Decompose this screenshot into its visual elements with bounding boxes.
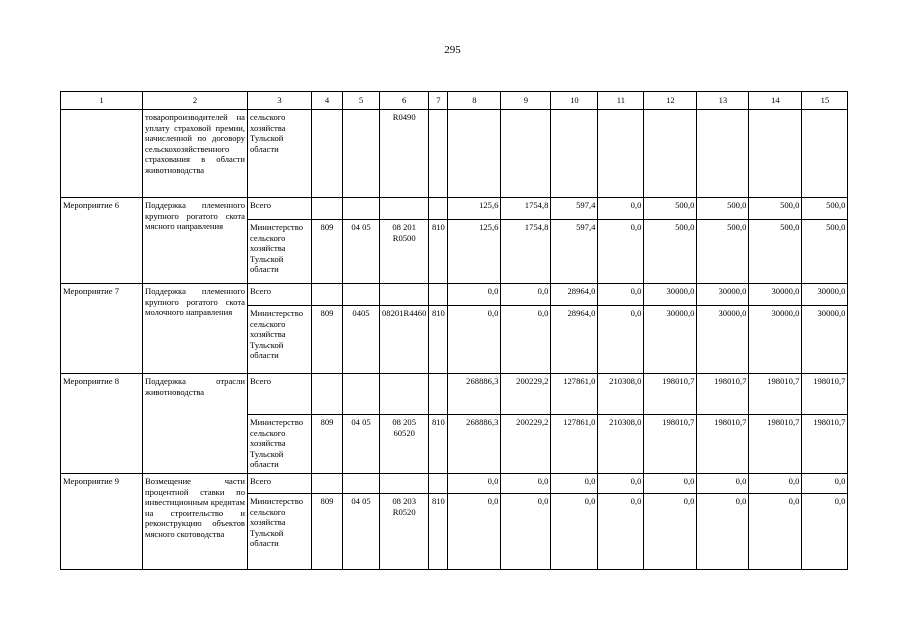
- expense-type-cell: [429, 374, 448, 415]
- executor-cell: Министерство сельского хозяйства Тульской области: [248, 306, 312, 374]
- value-cell: 0,0: [697, 474, 749, 494]
- value-cell: 500,0: [697, 220, 749, 284]
- value-cell: 500,0: [697, 198, 749, 220]
- column-header: 8: [448, 92, 501, 110]
- column-header: 2: [143, 92, 248, 110]
- section-code-cell: 04 05: [343, 220, 380, 284]
- column-header: 9: [501, 92, 551, 110]
- target-code-cell: [380, 374, 429, 415]
- value-cell: 127861,0: [551, 374, 598, 415]
- value-cell: 1754,8: [501, 220, 551, 284]
- value-cell: 500,0: [644, 220, 697, 284]
- column-header: 5: [343, 92, 380, 110]
- target-code-cell: 08 203 R0520: [380, 494, 429, 570]
- expense-type-cell: 810: [429, 306, 448, 374]
- value-cell: 0,0: [501, 306, 551, 374]
- table-row: [61, 284, 848, 306]
- budget-code-cell: 809: [312, 220, 343, 284]
- executor-cell: Всего: [248, 198, 312, 220]
- value-cell: 0,0: [501, 284, 551, 306]
- value-cell: 200229,2: [501, 415, 551, 474]
- value-cell: 127861,0: [551, 415, 598, 474]
- value-cell: 198010,7: [697, 415, 749, 474]
- table-row: [61, 374, 848, 415]
- section-code-cell: [343, 374, 380, 415]
- measure-name-cell: Мероприятие 9: [61, 474, 143, 570]
- expense-type-cell: 810: [429, 220, 448, 284]
- section-code-cell: 0405: [343, 306, 380, 374]
- table-row-continuation: [61, 110, 848, 198]
- budget-code-cell: [312, 284, 343, 306]
- value-cell: 0,0: [598, 306, 644, 374]
- value-cell: 597,4: [551, 220, 598, 284]
- target-code-cell: 08201R4460: [380, 306, 429, 374]
- expense-type-cell: 810: [429, 494, 448, 570]
- measure-name-cell: Мероприятие 6: [61, 198, 143, 284]
- value-cell: 0,0: [749, 494, 802, 570]
- measure-description: Поддержка племенного крупного рогатого скота мясного направления: [143, 198, 248, 284]
- target-code-cell: 08 205 60520: [380, 415, 429, 474]
- value-cell: 198010,7: [749, 415, 802, 474]
- target-code-cell: [380, 284, 429, 306]
- header-row: [61, 92, 848, 110]
- value-cell: 30000,0: [697, 306, 749, 374]
- value-cell: 0,0: [551, 494, 598, 570]
- value-cell: 198010,7: [749, 374, 802, 415]
- value-cell: 0,0: [448, 284, 501, 306]
- expense-type-cell: 810: [429, 415, 448, 474]
- value-cell: 198010,7: [644, 415, 697, 474]
- value-cell: 125,6: [448, 198, 501, 220]
- target-code-cell: [380, 474, 429, 494]
- executor-cell: Министерство сельского хозяйства Тульской области: [248, 220, 312, 284]
- section-code-cell: [343, 474, 380, 494]
- value-cell: 198010,7: [644, 374, 697, 415]
- value-cell: 0,0: [448, 494, 501, 570]
- value-cell: 500,0: [749, 198, 802, 220]
- target-code-cell: [380, 198, 429, 220]
- section-code-cell: 04 05: [343, 415, 380, 474]
- value-cell: 0,0: [501, 474, 551, 494]
- program-table: [60, 91, 848, 570]
- measure-name-cell: Мероприятие 7: [61, 284, 143, 374]
- section-code-cell: 04 05: [343, 494, 380, 570]
- budget-code-cell: 809: [312, 306, 343, 374]
- measure-name-cell: Мероприятие 8: [61, 374, 143, 474]
- value-cell: 268886,3: [448, 415, 501, 474]
- budget-code-cell: [312, 198, 343, 220]
- measure-description: Поддержка отрасли животноводства: [143, 374, 248, 474]
- section-code-cell: [343, 284, 380, 306]
- measure-name-cell: [61, 110, 143, 198]
- value-cell: 0,0: [697, 494, 749, 570]
- value-cell: 30000,0: [802, 284, 848, 306]
- value-cell: 597,4: [551, 198, 598, 220]
- value-cell: 0,0: [448, 306, 501, 374]
- expense-type-cell: [429, 284, 448, 306]
- executor-cell: Всего: [248, 474, 312, 494]
- measure-description: Возмещение части процентной ставки по инвестиционным кредитам на строительство и реконструкцию объектов мясного скотоводства: [143, 474, 248, 570]
- value-cell: 500,0: [749, 220, 802, 284]
- measure-description: Поддержка племенного крупного рогатого скота молочного направления: [143, 284, 248, 374]
- value-cell: 30000,0: [697, 284, 749, 306]
- executor-cell: Всего: [248, 284, 312, 306]
- executor-cell: сельского хозяйства Тульской области: [248, 110, 312, 198]
- value-cell: 28964,0: [551, 284, 598, 306]
- budget-code-cell: [312, 474, 343, 494]
- value-cell: 0,0: [598, 284, 644, 306]
- value-cell: 30000,0: [644, 284, 697, 306]
- column-header: 4: [312, 92, 343, 110]
- value-cell: 198010,7: [802, 415, 848, 474]
- value-cell: 0,0: [598, 494, 644, 570]
- expense-type-cell: [429, 474, 448, 494]
- value-cell: 30000,0: [802, 306, 848, 374]
- column-header: 10: [551, 92, 598, 110]
- value-cell: 30000,0: [749, 306, 802, 374]
- value-cell: 200229,2: [501, 374, 551, 415]
- value-cell: 198010,7: [802, 374, 848, 415]
- budget-code-cell: 809: [312, 415, 343, 474]
- target-code-cell: 08 201 R0500: [380, 220, 429, 284]
- value-cell: 210308,0: [598, 415, 644, 474]
- value-cell: 125,6: [448, 220, 501, 284]
- column-header: 1: [61, 92, 143, 110]
- column-header: 3: [248, 92, 312, 110]
- value-cell: 0,0: [598, 220, 644, 284]
- value-cell: 30000,0: [644, 306, 697, 374]
- value-cell: 198010,7: [697, 374, 749, 415]
- budget-code-cell: [312, 374, 343, 415]
- executor-cell: Министерство сельского хозяйства Тульской области: [248, 494, 312, 570]
- budget-code-cell: 809: [312, 494, 343, 570]
- page-number: 295: [444, 44, 461, 56]
- table-row: [61, 474, 848, 494]
- executor-cell: Всего: [248, 374, 312, 415]
- value-cell: 0,0: [598, 474, 644, 494]
- section-code-cell: [343, 198, 380, 220]
- value-cell: 0,0: [749, 474, 802, 494]
- column-header: 7: [429, 92, 448, 110]
- column-header: 15: [802, 92, 848, 110]
- value-cell: 268886,3: [448, 374, 501, 415]
- value-cell: 0,0: [802, 494, 848, 570]
- column-header: 6: [380, 92, 429, 110]
- column-header: 11: [598, 92, 644, 110]
- measure-description: товаропроизводителей на уплату страховой премии, начисленной по договору сельскохозяйственного страхования в области животноводства: [143, 110, 248, 198]
- column-header: 13: [697, 92, 749, 110]
- value-cell: 0,0: [501, 494, 551, 570]
- executor-cell: Министерство сельского хозяйства Тульской области: [248, 415, 312, 474]
- value-cell: 28964,0: [551, 306, 598, 374]
- value-cell: 30000,0: [749, 284, 802, 306]
- expense-type-cell: [429, 198, 448, 220]
- value-cell: 0,0: [644, 494, 697, 570]
- value-cell: 0,0: [598, 198, 644, 220]
- value-cell: 0,0: [802, 474, 848, 494]
- column-header: 14: [749, 92, 802, 110]
- target-code-cell: R0490: [380, 110, 429, 198]
- value-cell: 1754,8: [501, 198, 551, 220]
- value-cell: 210308,0: [598, 374, 644, 415]
- value-cell: 500,0: [644, 198, 697, 220]
- column-header: 12: [644, 92, 697, 110]
- value-cell: 500,0: [802, 220, 848, 284]
- value-cell: 0,0: [644, 474, 697, 494]
- value-cell: 500,0: [802, 198, 848, 220]
- table-row: [61, 198, 848, 220]
- value-cell: 0,0: [551, 474, 598, 494]
- value-cell: 0,0: [448, 474, 501, 494]
